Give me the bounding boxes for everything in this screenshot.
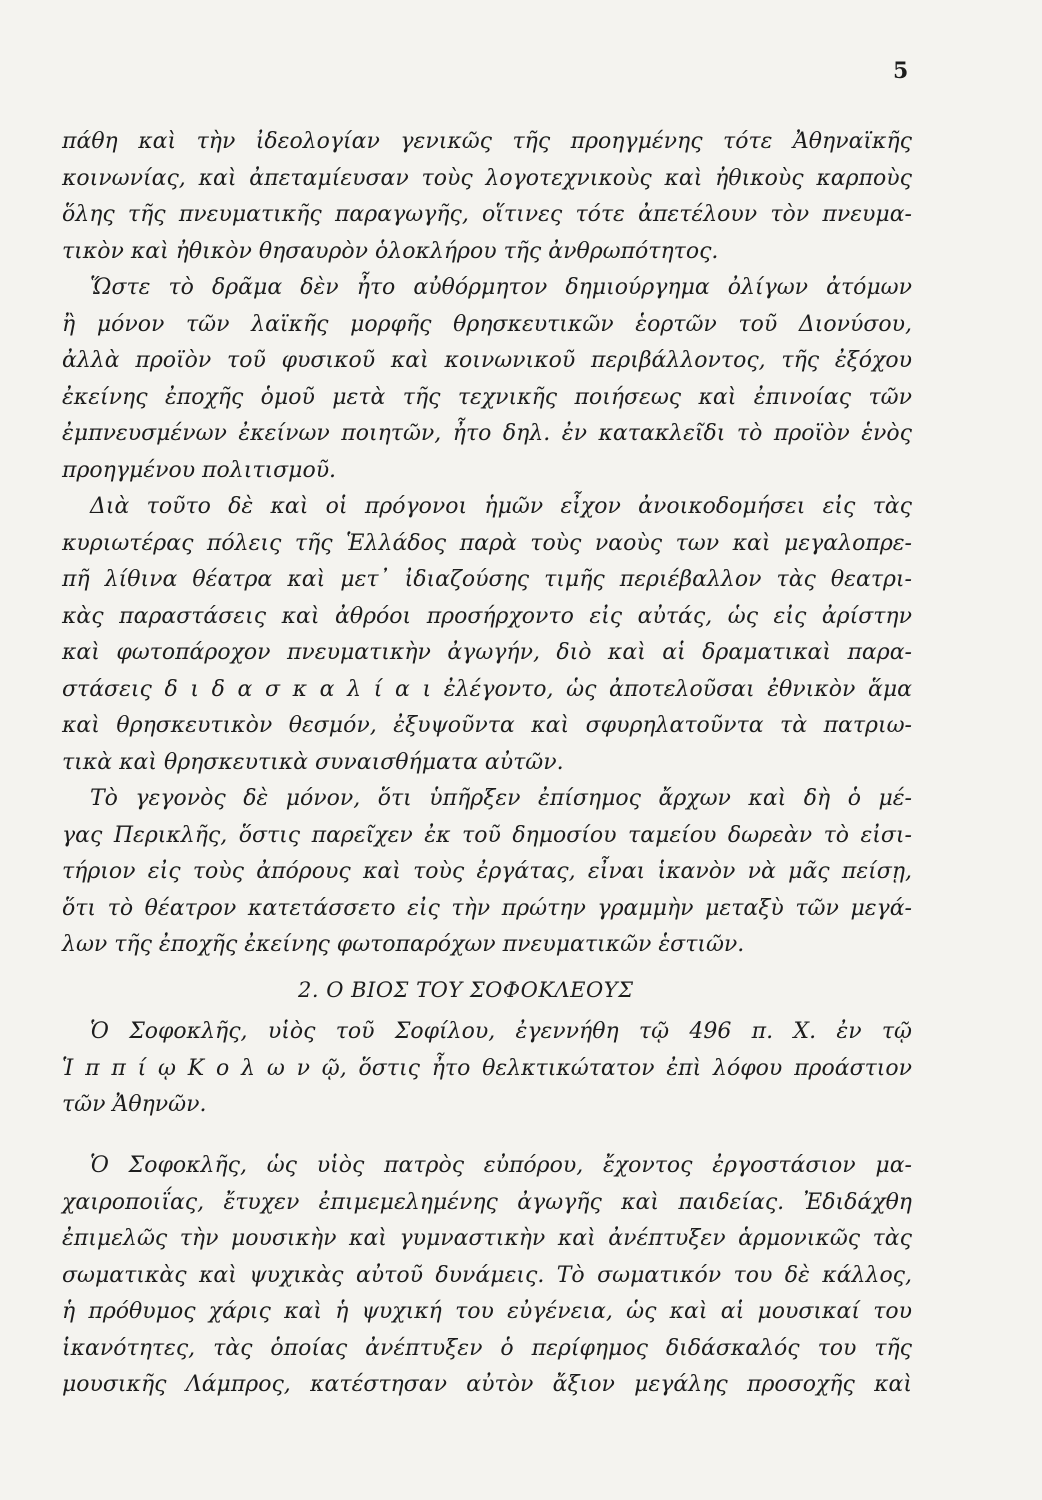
text-line: Ὥστε τὸ δρᾶμα δὲν ἦτο αὐθόρμητον δημιούργημα ὀλίγων ἀτόμων: [90, 275, 912, 300]
text-line: ἀλλὰ προϊὸν τοῦ φυσικοῦ καὶ κοινωνικοῦ περιβάλλοντος, τῆς ἐξόχου: [62, 348, 912, 373]
text-line: χαιροποιΐας, ἔτυχεν ἐπιμεμελημένης ἀγωγῆς καὶ παιδείας. Ἐδιδάχθη: [62, 1189, 912, 1215]
text-line: ἐκείνης ἐποχῆς ὁμοῦ μετὰ τῆς τεχνικῆς ποιήσεως καὶ ἐπινοίας τῶν: [62, 384, 912, 410]
text-line: κὰς παραστάσεις καὶ ἀθρόοι προσήρχοντο εἰς αὐτάς, ὡς εἰς ἀρίστην: [62, 603, 912, 629]
text-line: καὶ φωτοπάροχον πνευματικὴν ἀγωγήν, διὸ καὶ αἱ δραματικαὶ παρα-: [62, 640, 912, 665]
paragraph-body-1: [62, 124, 912, 964]
page-number: 5: [893, 58, 909, 84]
paragraph-body-2: [62, 1014, 912, 1124]
text-line: κοινωνίας, καὶ ἀπεταμίευσαν τοὺς λογοτεχνικοὺς καὶ ἠθικοὺς καρποὺς: [62, 165, 912, 191]
text-line: τήριον εἰς τοὺς ἀπόρους καὶ τοὺς ἐργάτας, εἶναι ἱκανὸν νὰ μᾶς πείσῃ,: [62, 859, 912, 884]
text-line: ἐμπνευσμένων ἐκείνων ποιητῶν, ἦτο δηλ. ἐν κατακλεῖδι τὸ προϊὸν ἑνὸς: [62, 421, 912, 446]
text-line: λων τῆς ἐποχῆς ἐκείνης φωτοπαρόχων πνευματικῶν ἑστιῶν.: [62, 932, 745, 957]
text-line: ἐπιμελῶς τὴν μουσικὴν καὶ γυμναστικὴν καὶ ἀνέπτυξεν ἁρμονικῶς τὰς: [62, 1226, 912, 1251]
text-line: Ὁ Σοφοκλῆς, υἱὸς τοῦ Σοφίλου, ἐγεννήθη τῷ 496 π. Χ. ἐν τῷ: [90, 1019, 912, 1044]
text-line: Ἱ π π ί ῳ Κ ο λ ω ν ῷ, ὅστις ἦτο θελκτικώτατον ἐπὶ λόφου προάστιον: [62, 1055, 912, 1081]
text-line: ὅλης τῆς πνευματικῆς παραγωγῆς, οἵτινες τότε ἀπετέλουν τὸν πνευμα-: [62, 202, 912, 227]
text-line: καὶ θρησκευτικὸν θεσμόν, ἐξυψοῦντα καὶ σφυρηλατοῦντα τὰ πατριω-: [62, 713, 912, 738]
text-line: Διὰ τοῦτο δὲ καὶ οἱ πρόγονοι ἡμῶν εἶχον ἀνοικοδομήσει εἰς τὰς: [90, 494, 912, 519]
section-heading: 2. Ο ΒΙΟΣ ΤΟΥ ΣΟΦΟΚΛΕΟΥΣ: [298, 978, 634, 1002]
text-line: ἱκανότητες, τὰς ὁποίας ἀνέπτυξεν ὁ περίφημος διδάσκαλός του τῆς: [62, 1335, 912, 1361]
text-line: μουσικῆς Λάμπρος, κατέστησαν αὐτὸν ἄξιον μεγάλης προσοχῆς καὶ: [62, 1372, 912, 1397]
text-line: ἡ πρόθυμος χάρις καὶ ἡ ψυχική του εὐγένεια, ὡς καὶ αἱ μουσικαί του: [62, 1299, 912, 1324]
text-line: ὅτι τὸ θέατρον κατετάσσετο εἰς τὴν πρώτην γραμμὴν μεταξὺ τῶν μεγά-: [62, 895, 912, 921]
text-line: τῶν Ἀθηνῶν.: [62, 1092, 207, 1117]
text-line: πῆ λίθινα θέατρα καὶ μετ᾽ ἰδιαζούσης τιμῆς περιέβαλλον τὰς θεατρι-: [62, 567, 912, 592]
text-line: κυριωτέρας πόλεις τῆς Ἑλλάδος παρὰ τοὺς ναοὺς των καὶ μεγαλοπρε-: [62, 530, 912, 556]
text-line: τικὰ καὶ θρησκευτικὰ συναισθήματα αὐτῶν.: [62, 749, 564, 775]
text-line: τικὸν καὶ ἠθικὸν θησαυρὸν ὁλοκλήρου τῆς ἀνθρωπότητος.: [62, 238, 719, 264]
text-line: στάσεις δ ι δ α σ κ α λ ί α ι ἐλέγοντο, ὡς ἀποτελοῦσαι ἐθνικὸν ἅμα: [62, 676, 912, 702]
text-line: Τὸ γεγονὸς δὲ μόνον, ὅτι ὑπῆρξεν ἐπίσημος ἄρχων καὶ δὴ ὁ μέ-: [90, 786, 912, 811]
text-line: σωματικὰς καὶ ψυχικὰς αὐτοῦ δυνάμεις. Τὸ σωματικόν του δὲ κάλλος,: [62, 1262, 912, 1288]
text-line: πάθη καὶ τὴν ἰδεολογίαν γενικῶς τῆς προηγμένης τότε Ἀθηναϊκῆς: [62, 129, 912, 154]
text-line: Ὁ Σοφοκλῆς, ὡς υἱὸς πατρὸς εὐπόρου, ἔχοντος ἐργοστάσιον μα-: [90, 1153, 912, 1178]
text-line: γας Περικλῆς, ὅστις παρεῖχεν ἐκ τοῦ δημοσίου ταμείου δωρεὰν τὸ εἰσι-: [62, 822, 912, 848]
paragraph-body-3: [62, 1148, 912, 1404]
text-line: προηγμένου πολιτισμοῦ.: [62, 457, 337, 483]
text-line: ἢ μόνον τῶν λαϊκῆς μορφῆς θρησκευτικῶν ἑορτῶν τοῦ Διονύσου,: [62, 311, 912, 337]
